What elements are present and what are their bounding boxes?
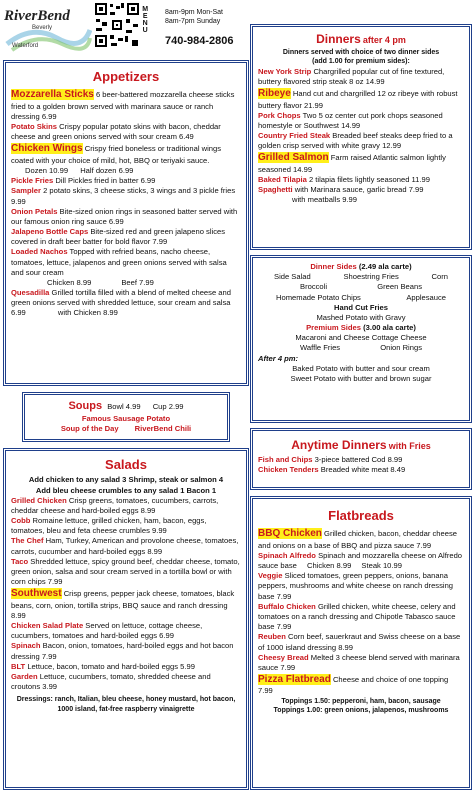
soup-option: Famous Sausage Potato xyxy=(81,413,171,423)
item-name: Chicken Tenders xyxy=(258,465,319,475)
logo-text: RiverBend xyxy=(4,8,70,24)
premium-title: Premium Sides xyxy=(306,323,361,333)
side-item: Onion Rings xyxy=(380,343,422,353)
menu-item xyxy=(11,186,241,206)
item-desc: Hand cut and chargrilled 12 oz ribeye with robust buttery flavor 21.99 xyxy=(258,89,458,110)
item-name: Pork Chops xyxy=(258,110,301,120)
menu-item xyxy=(258,653,464,673)
item-desc: Crisp greens, tomatoes, cucumbers, carrots, cheddar cheese and hard-boiled eggs 8.99 xyxy=(11,495,219,515)
menu-item xyxy=(258,111,464,131)
item-name: Garden xyxy=(11,671,38,681)
menu-item xyxy=(11,516,241,536)
item-name: Spinach xyxy=(11,641,41,651)
logo-sub-beverly: Beverly xyxy=(32,25,53,31)
side-item: Sweet Potato with butter and brown sugar xyxy=(290,373,432,383)
item-desc: Topped with refried beans, nacho cheese, tomatoes, lettuce, jalapenos and green onions served with salsa and sour cream xyxy=(11,247,227,277)
anytime-title: Anytime Dinners xyxy=(291,438,387,452)
item-desc: Bite-sized red and green jalapeno slices covered in draft beer batter for bold flavor 7.99 xyxy=(11,227,226,247)
item-desc: Bite-sized onion rings in seasoned batter served with our famous onion ring sauce 6.99 xyxy=(11,206,238,226)
item-name: Spinach Alfredo xyxy=(258,550,316,560)
hours-weekday: 8am-9pm Mon-Sat xyxy=(165,9,223,16)
menu-item xyxy=(11,536,241,556)
item-name: Grilled Salmon xyxy=(258,152,329,164)
side-item: Broccoli xyxy=(300,282,328,292)
dressings-list: Dressings: ranch, Italian, bleu cheese, honey mustard, hot bacon, 1000 island, fat-free raspberry vinaigrette xyxy=(16,696,236,713)
salads-title: Salads xyxy=(105,457,147,472)
item-desc: Lettuce, bacon, tomato and hard-boiled eggs 5.99 xyxy=(27,661,195,671)
premium-heading xyxy=(258,323,464,333)
item-desc: Sliced tomatoes, green peppers, onions, banana peppers, mushrooms and white cheese on ranch dressing base 7.99 xyxy=(258,571,454,601)
hours-sunday: 8am-7pm Sunday xyxy=(165,18,221,26)
item-price: with meatballs 9.99 xyxy=(292,195,358,205)
item-name: Sampler xyxy=(11,186,41,196)
item-name: Country Fried Steak xyxy=(258,131,331,141)
menu-item xyxy=(258,673,464,697)
flatbreads-section xyxy=(252,498,470,788)
menu-item xyxy=(11,587,241,621)
item-desc: Crispy fried boneless or traditional wings coated with your choice of mild, hot, BBQ or teriyaki sauce. xyxy=(11,144,222,165)
item-name: Reuben xyxy=(258,632,286,642)
item-price: Beef 7.99 xyxy=(121,277,154,287)
premium-note: (3.00 ala carte) xyxy=(363,323,416,333)
item-desc: Shredded lettuce, spicy ground beef, cheddar cheese, tomato, green onion, salsa and sour cream served in a tortilla bowl or with corn chips 7.99 xyxy=(11,556,240,587)
item-desc: Romaine lettuce, grilled chicken, ham, bacon, eggs, tomatoes, bleu and feta cheese crumbles 9.99 xyxy=(11,516,207,536)
appetizers-section xyxy=(5,62,247,384)
item-name: Quesadilla xyxy=(11,288,50,298)
side-item: Baked Potato with butter and sour cream xyxy=(292,363,430,373)
item-desc: Crisp greens, pepper jack cheese, tomatoes, black beans, corn, onion, tortilla strips, BBQ sauce and ranch dressing 8.99 xyxy=(11,589,235,620)
qr-code[interactable] xyxy=(94,2,140,48)
item-name: Jalapeno Bottle Caps xyxy=(11,227,89,237)
item-desc: 6 beer-battered mozzarella cheese sticks fried to a golden brown served with marinara sauce or ranch dressing 6.99 xyxy=(11,90,235,121)
menu-item xyxy=(258,602,464,633)
item-name: Grilled Chicken xyxy=(11,495,67,505)
after-4pm-label: After 4 pm: xyxy=(258,353,299,363)
anytime-dinners-section xyxy=(252,430,470,488)
menu-item xyxy=(258,551,464,571)
item-name: New York Strip xyxy=(258,66,312,76)
item-desc: Breaded beef steaks deep fried to a golden crisp served with white gravy 12.99 xyxy=(258,131,453,151)
dinners-title-suffix: after 4 pm xyxy=(362,35,406,45)
item-name: Buffalo Chicken xyxy=(258,601,316,611)
dinner-sides-section xyxy=(252,257,470,421)
item-name: Cheesy Bread xyxy=(258,652,309,662)
item-name: BLT xyxy=(11,661,26,671)
dinners-note: (add 1.00 for premium sides): xyxy=(312,58,410,66)
menu-item xyxy=(11,88,241,122)
dinners-section xyxy=(252,26,470,248)
menu-item xyxy=(258,131,464,151)
side-item: Corn xyxy=(431,272,448,282)
sides-title-note: (2.49 ala carte) xyxy=(358,262,412,271)
sides-heading xyxy=(258,262,464,272)
flatbreads-title: Flatbreads xyxy=(328,508,394,523)
menu-item xyxy=(11,496,241,516)
item-desc: 2 potato skins, 3 cheese sticks, 3 wings and 3 pickle fries 9.99 xyxy=(11,186,236,206)
item-name: Potato Skins xyxy=(11,122,57,132)
item-desc: Grilled tortilla filled with a blend of melted cheese and green onions served with shredded lettuce, sour cream and salsa 6.99 xyxy=(11,288,231,318)
header xyxy=(0,0,250,58)
soups-section xyxy=(24,394,228,440)
sides-row xyxy=(258,343,464,353)
item-desc: Grilled chicken, white cheese, celery and tomatoes on a ranch dressing and Chipotle Tabasco sauce base 7.99 xyxy=(258,601,456,632)
item-desc: 2 tilapia filets lightly seasoned 11.99 xyxy=(308,174,430,184)
dinners-title: Dinners xyxy=(316,32,361,46)
appetizers-title: Appetizers xyxy=(92,69,160,84)
item-name: Fish and Chips xyxy=(258,455,313,465)
menu-item xyxy=(11,122,241,142)
logo xyxy=(2,4,92,52)
menu-item xyxy=(11,672,241,692)
menu-item xyxy=(258,455,464,465)
menu-item xyxy=(258,87,464,111)
qr-code-icon xyxy=(94,2,140,48)
menu-item xyxy=(258,527,464,551)
item-name: BBQ Chicken xyxy=(258,528,322,540)
item-price: Chicken 8.99 xyxy=(47,277,92,287)
item-name: Pizza Flatbread xyxy=(258,674,331,686)
item-name: The Chef xyxy=(11,536,44,546)
item-desc: Crispy popular potato skins with bacon, cheddar cheese and green onions served with sour cream 6.49 xyxy=(11,122,221,142)
side-item: Side Salad xyxy=(274,272,311,282)
hours xyxy=(165,8,223,27)
item-price: with Chicken 8.99 xyxy=(57,308,118,318)
item-desc: Cheese and choice of one topping 7.99 xyxy=(258,675,449,696)
item-desc: Spinach and mozzarella cheese on Alfredo sauce base xyxy=(258,550,463,571)
side-item: Macaroni and Cheese Cottage Cheese xyxy=(295,333,427,343)
item-desc: Two 5 oz center cut pork chops seasoned homestyle or Southwest 14.99 xyxy=(258,110,443,130)
menu-item xyxy=(258,151,464,175)
anytime-title-suffix: with Fries xyxy=(388,441,431,451)
item-price: Dozen 10.99 xyxy=(25,166,69,176)
menu-item xyxy=(258,632,464,652)
logo-sub-waterford: Waterford xyxy=(12,43,39,49)
item-desc: Served on lettuce, cottage cheese, cucumbers, tomatoes and hard-boiled eggs 6.99 xyxy=(11,621,203,641)
side-item: Applesauce xyxy=(406,292,446,302)
item-name: Onion Petals xyxy=(11,206,58,216)
soups-cup-price: Cup 2.99 xyxy=(152,402,184,411)
side-item: Hand Cut Fries xyxy=(333,302,388,312)
sides-row xyxy=(258,293,464,303)
item-desc: Dill Pickles fried in batter 6.99 xyxy=(55,176,156,186)
toppings-note: Toppings 1.00: green onions, jalapenos, mushrooms xyxy=(273,706,449,714)
sides-row xyxy=(258,282,464,292)
sides-title: Dinner Sides xyxy=(310,262,357,271)
item-desc: Chargrilled popular cut of fine textured, buttery flavored strip steak 8 oz 14.99 xyxy=(258,66,445,86)
menu-item xyxy=(258,185,464,205)
item-name: Ribeye xyxy=(258,88,291,100)
item-price: Half dozen 6.99 xyxy=(80,166,134,176)
salads-addon-note: Add chicken to any salad 3 Shrimp, steak or salmon 4 xyxy=(28,475,224,485)
menu-item xyxy=(11,662,241,672)
soup-option: Soup of the Day xyxy=(60,423,119,433)
item-price: Chicken 8.99 xyxy=(306,561,352,571)
item-name: Pickle Fries xyxy=(11,176,54,186)
menu-item xyxy=(11,176,241,186)
menu-item xyxy=(258,67,464,87)
item-name: Veggie xyxy=(258,571,283,581)
item-name: Chicken Wings xyxy=(11,143,83,155)
item-desc: Farm raised Atlantic salmon lightly seasoned 14.99 xyxy=(258,153,446,174)
item-price: Steak 10.99 xyxy=(361,561,402,571)
sides-row xyxy=(258,272,464,282)
phone-number[interactable]: 740-984-2806 xyxy=(165,35,234,47)
dinners-note: Dinners served with choice of two dinner sides xyxy=(282,49,440,57)
item-desc: Corn beef, sauerkraut and Swiss cheese on a base of 1000 island dressing 8.99 xyxy=(258,632,461,652)
side-item: Shoestring Fries xyxy=(343,272,399,282)
side-item: Homemade Potato Chips xyxy=(276,292,361,302)
item-name: Baked Tilapia xyxy=(258,174,307,184)
item-desc: Ham, Turkey, American and provolone cheese, tomatoes, carrots, cucumber and hard-boiled eggs 8.99 xyxy=(11,536,239,556)
item-desc: 3-piece battered Cod 8.99 xyxy=(314,455,403,465)
menu-item xyxy=(11,641,241,661)
menu-item xyxy=(11,557,241,588)
item-name: Taco xyxy=(11,556,29,566)
menu-item xyxy=(11,288,241,319)
item-name: Loaded Nachos xyxy=(11,247,68,257)
item-name: Spaghetti xyxy=(258,185,293,195)
menu-item xyxy=(258,465,464,475)
menu-item xyxy=(11,207,241,227)
item-desc: Breaded white meat 8.49 xyxy=(320,465,406,475)
item-desc: Melted 3 cheese blend served with marinara sauce 7.99 xyxy=(258,652,460,672)
salads-section xyxy=(5,450,247,788)
item-name: Cobb xyxy=(11,516,31,526)
side-item: Waffle Fries xyxy=(300,343,341,353)
item-name: Southwest xyxy=(11,588,62,600)
soups-bowl-price: Bowl 4.99 xyxy=(107,402,141,411)
item-desc: Grilled chicken, bacon, cheddar cheese and onions on a base of BBQ and pizza sauce 7.99 xyxy=(258,529,457,550)
soup-options-row xyxy=(25,424,227,434)
side-item: Mashed Potato with Gravy xyxy=(316,312,406,322)
soup-option: RiverBend Chili xyxy=(134,423,192,433)
soups-title: Soups xyxy=(68,400,103,412)
menu-item xyxy=(11,142,241,176)
item-name: Mozzarella Sticks xyxy=(11,89,94,101)
side-item: Green Beans xyxy=(377,282,422,292)
menu-item xyxy=(11,247,241,288)
item-desc: Bacon, onion, tomatoes, hard-boiled eggs and hot bacon dressing 7.99 xyxy=(11,641,234,661)
qr-menu-label: MENU xyxy=(141,6,149,34)
toppings-note: Toppings 1.50: pepperoni, ham, bacon, sausage xyxy=(281,697,441,705)
menu-item xyxy=(11,227,241,247)
item-desc: with Marinara sauce, garlic bread 7.99 xyxy=(294,185,424,195)
item-desc: Lettuce, cucumbers, tomato, shredded cheese and croutons 3.99 xyxy=(11,671,211,692)
menu-item xyxy=(258,175,464,185)
item-name: Chicken Salad Plate xyxy=(11,621,84,631)
menu-item xyxy=(258,571,464,602)
salads-addon-note: Add bleu cheese crumbles to any salad 1 Bacon 1 xyxy=(35,485,217,495)
menu-item xyxy=(11,621,241,641)
